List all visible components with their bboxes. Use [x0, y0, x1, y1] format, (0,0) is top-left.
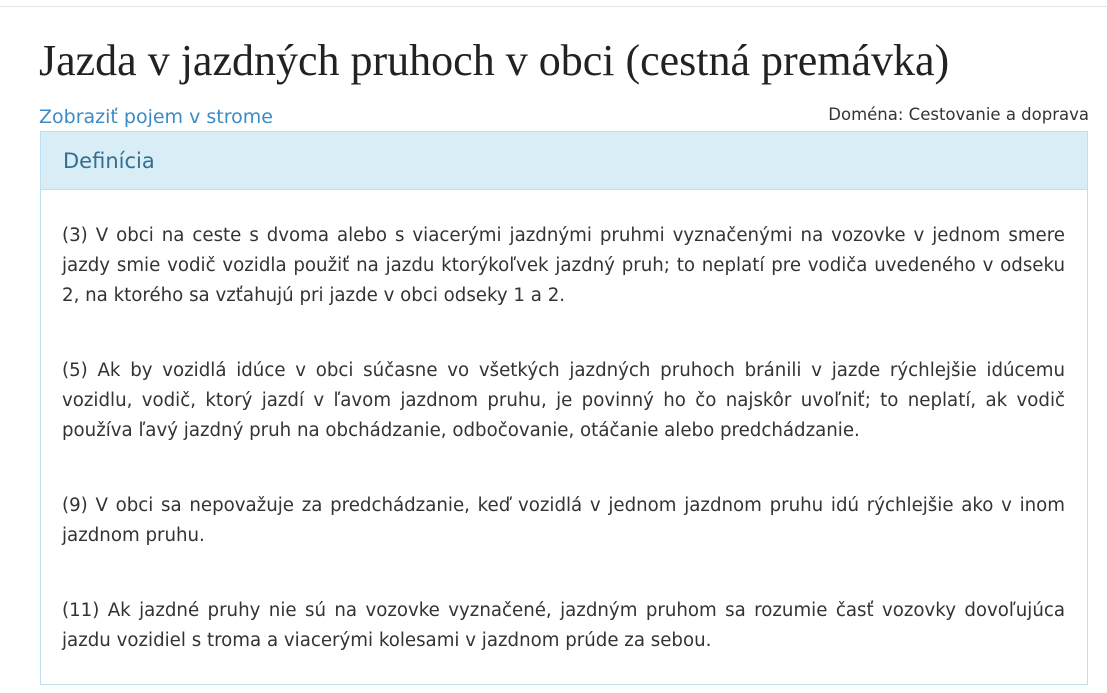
definition-panel-heading	[41, 132, 1087, 190]
definition-heading: Definícia	[63, 148, 155, 173]
domain-label: Doména: Cestovanie a doprava	[828, 105, 1089, 124]
definition-body	[41, 190, 1087, 656]
definition-panel	[40, 131, 1088, 685]
page-title: Jazda v jazdných pruhoch v obci (cestná premávka)	[39, 36, 950, 85]
definition-paragraph-9: (9) V obci sa nepovažuje za predchádzanie, keď vozidlá v jednom jazdnom pruhu idú rýchlejšie ako v inom jazdnom pruhu.	[62, 495, 1065, 546]
definition-paragraph-5: (5) Ak by vozidlá idúce v obci súčasne vo všetkých jazdných pruhoch bránili v jazde rýchlejšie idúcemu vozidlu, vodič, ktorý jazdí v ľavom jazdnom pruhu, je povinný ho čo najskôr uvoľniť; to neplatí, ak vodič používa ľavý jazdný pruh na obchádzanie, odbočovanie, otáčanie alebo predchádzanie.	[62, 360, 1065, 441]
definition-paragraph-3: (3) V obci na ceste s dvoma alebo s viacerými jazdnými pruhmi vyznačenými na vozovke v jednom smere jazdy smie vodič vozidla použiť na jazdu ktorýkoľvek jazdný pruh; to neplatí pre vodiča uvedeného v odseku 2, na ktorého sa vzťahujú pri jazde v obci odseky 1 a 2.	[62, 225, 1065, 306]
definition-paragraph-11: (11) Ak jazdné pruhy nie sú na vozovke vyznačené, jazdným pruhom sa rozumie časť vozovky dovoľujúca jazdu vozidiel s troma a viacerými kolesami v jazdnom prúde za sebou.	[62, 600, 1065, 651]
top-divider	[0, 6, 1107, 7]
show-in-tree-link[interactable]: Zobraziť pojem v strome	[39, 106, 273, 128]
